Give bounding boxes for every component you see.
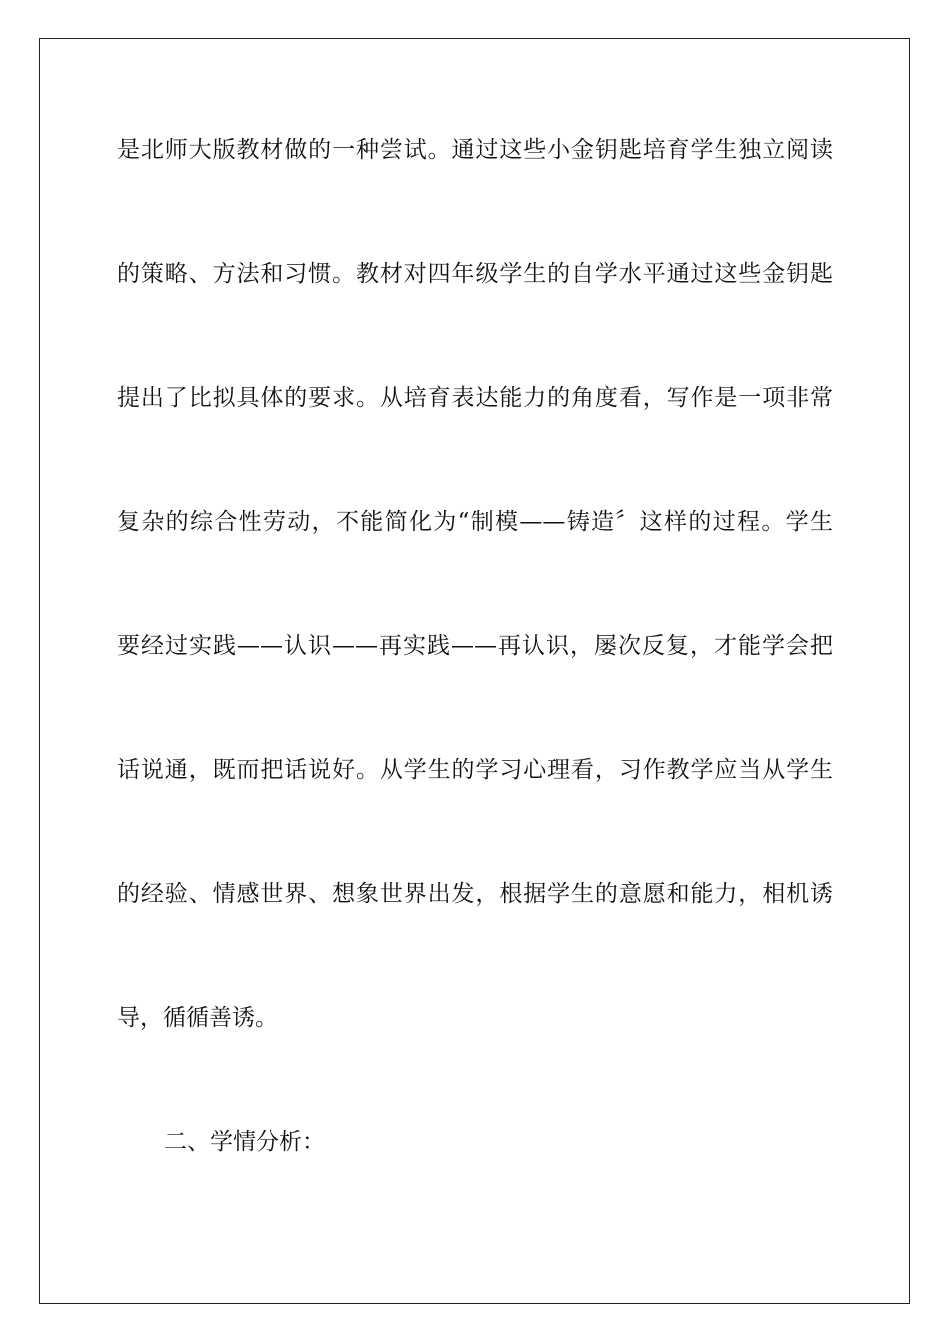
paragraph-line-7: 的经验、情感世界、想象世界出发，根据学生的意愿和能力，相机诱 bbox=[117, 881, 833, 907]
paragraph-line-4: 复杂的综合性劳动，不能简化为“制模——铸造〞这样的过程。学生 bbox=[117, 509, 833, 535]
paragraph-line-8: 导，循循善诱。 bbox=[117, 1005, 278, 1031]
page-border bbox=[39, 38, 910, 1304]
paragraph-line-2: 的策略、方法和习惯。教材对四年级学生的自学水平通过这些金钥匙 bbox=[117, 261, 833, 287]
section-heading: 二、学情分析： bbox=[164, 1129, 325, 1155]
paragraph-line-1: 是北师大版教材做的一种尝试。通过这些小金钥匙培育学生独立阅读 bbox=[117, 137, 833, 163]
paragraph-line-3: 提出了比拟具体的要求。从培育表达能力的角度看，写作是一项非常 bbox=[117, 385, 833, 411]
paragraph-line-5: 要经过实践——认识——再实践——再认识，屡次反复，才能学会把 bbox=[117, 633, 833, 659]
paragraph-line-6: 话说通，既而把话说好。从学生的学习心理看，习作教学应当从学生 bbox=[117, 757, 833, 783]
